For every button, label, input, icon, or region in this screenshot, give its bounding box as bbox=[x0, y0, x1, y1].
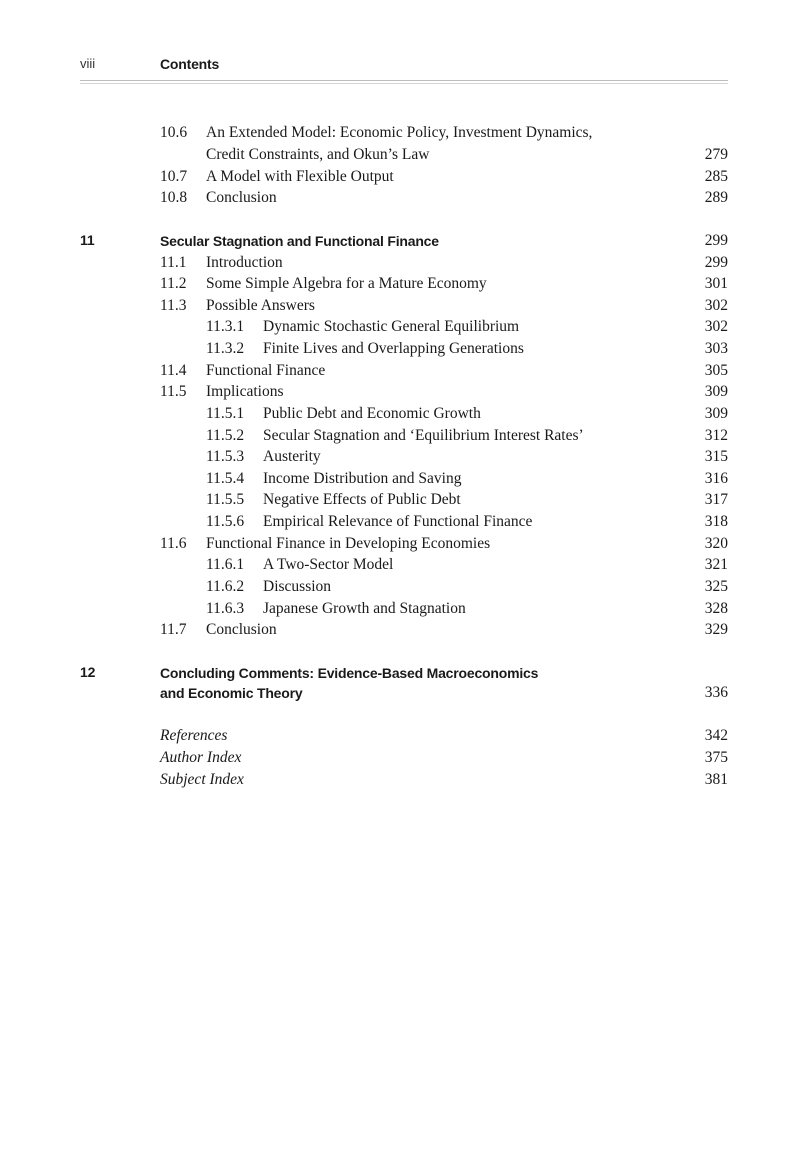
entry-title: Negative Effects of Public Debt bbox=[263, 491, 461, 508]
toc-chapter-entry bbox=[0, 684, 804, 704]
toc-section-entry bbox=[0, 318, 804, 338]
toc-backmatter-entry bbox=[0, 727, 804, 747]
page-number: 320 bbox=[704, 535, 728, 552]
toc-section-entry bbox=[0, 168, 804, 188]
section-number: 11.3.1 bbox=[206, 318, 245, 335]
entry-title: Secular Stagnation and ‘Equilibrium Interest Rates’ bbox=[263, 427, 584, 444]
page-number: 285 bbox=[704, 168, 728, 185]
page-number: 305 bbox=[704, 362, 728, 379]
toc-section-entry bbox=[0, 297, 804, 317]
entry-title: A Two-Sector Model bbox=[263, 556, 394, 573]
entry-title: Finite Lives and Overlapping Generations bbox=[263, 340, 524, 357]
entry-title: Conclusion bbox=[206, 189, 277, 206]
chapter-number: 11 bbox=[80, 232, 95, 248]
page-number: 317 bbox=[704, 491, 728, 508]
page-number: 315 bbox=[704, 448, 728, 465]
section-number: 11.2 bbox=[160, 275, 187, 292]
page-number: 329 bbox=[704, 621, 728, 638]
toc-section-entry bbox=[0, 427, 804, 447]
entry-title: Subject Index bbox=[160, 771, 244, 788]
page-number: 318 bbox=[704, 513, 728, 530]
page-number: 309 bbox=[704, 383, 728, 400]
section-number: 11.5.6 bbox=[206, 513, 245, 530]
section-number: 11.5.5 bbox=[206, 491, 245, 508]
section-number: 11.5.4 bbox=[206, 470, 245, 487]
entry-title: Author Index bbox=[160, 749, 242, 766]
toc-section-entry bbox=[0, 535, 804, 555]
entry-title: Functional Finance in Developing Economies bbox=[206, 535, 491, 552]
toc-section-entry bbox=[0, 470, 804, 490]
page-number: 321 bbox=[704, 556, 728, 573]
toc-section-entry bbox=[0, 254, 804, 274]
section-number: 11.3 bbox=[160, 297, 187, 314]
page-number: 299 bbox=[704, 254, 728, 271]
entry-title: Austerity bbox=[263, 448, 321, 465]
section-number: 11.5.3 bbox=[206, 448, 245, 465]
chapter-number: 12 bbox=[80, 664, 96, 680]
toc-section-entry bbox=[0, 556, 804, 576]
section-number: 11.4 bbox=[160, 362, 187, 379]
page-number: 328 bbox=[704, 600, 728, 617]
section-number: 11.6.3 bbox=[206, 600, 245, 617]
page-number: 303 bbox=[704, 340, 728, 357]
section-number: 11.6.2 bbox=[206, 578, 245, 595]
toc-section-entry bbox=[0, 405, 804, 425]
toc-section-entry bbox=[0, 275, 804, 295]
toc-backmatter-entry bbox=[0, 771, 804, 791]
entry-title: Functional Finance bbox=[206, 362, 326, 379]
section-number: 11.7 bbox=[160, 621, 187, 638]
section-number: 11.3.2 bbox=[206, 340, 245, 357]
toc-section-entry bbox=[0, 513, 804, 533]
toc-section-entry bbox=[0, 578, 804, 598]
entry-title: Japanese Growth and Stagnation bbox=[263, 600, 466, 617]
section-number: 11.6 bbox=[160, 535, 187, 552]
section-number: 10.8 bbox=[160, 189, 188, 206]
page-number: 289 bbox=[704, 189, 728, 206]
entry-title: Income Distribution and Saving bbox=[263, 470, 462, 487]
entry-title: Credit Constraints, and Okun’s Law bbox=[206, 146, 430, 163]
page-number: 342 bbox=[704, 727, 728, 744]
toc-section-entry bbox=[0, 146, 804, 166]
entry-title: Some Simple Algebra for a Mature Economy bbox=[206, 275, 487, 292]
toc-section-entry bbox=[0, 383, 804, 403]
page-number: 299 bbox=[704, 232, 728, 249]
page-number: 316 bbox=[704, 470, 728, 487]
entry-title: A Model with Flexible Output bbox=[206, 168, 394, 185]
page-number: 312 bbox=[704, 427, 728, 444]
toc-section-entry bbox=[0, 600, 804, 620]
toc-section-entry bbox=[0, 340, 804, 360]
page-number: 302 bbox=[704, 318, 728, 335]
entry-title: Discussion bbox=[263, 578, 332, 595]
toc-section-entry bbox=[0, 621, 804, 641]
entry-title: Public Debt and Economic Growth bbox=[263, 405, 481, 422]
entry-title: Dynamic Stochastic General Equilibrium bbox=[263, 318, 520, 335]
page-number: 301 bbox=[704, 275, 728, 292]
toc-section-entry bbox=[0, 362, 804, 382]
page-number: 375 bbox=[704, 749, 728, 766]
section-number: 10.6 bbox=[160, 124, 188, 141]
entry-title: Possible Answers bbox=[206, 297, 315, 314]
toc-section-entry bbox=[0, 124, 804, 144]
page-number: 325 bbox=[704, 578, 728, 595]
entry-title: Empirical Relevance of Functional Finance bbox=[263, 513, 533, 530]
section-number: 11.5.1 bbox=[206, 405, 245, 422]
entry-title: Introduction bbox=[206, 254, 283, 271]
section-number: 10.7 bbox=[160, 168, 188, 185]
toc-backmatter-entry bbox=[0, 749, 804, 769]
entry-title: References bbox=[160, 727, 228, 744]
header-title: Contents bbox=[160, 56, 220, 72]
entry-title: Secular Stagnation and Functional Finance bbox=[160, 233, 439, 249]
page-number: 336 bbox=[704, 684, 728, 701]
toc-section-entry bbox=[0, 448, 804, 468]
section-number: 11.6.1 bbox=[206, 556, 245, 573]
entry-title: and Economic Theory bbox=[160, 685, 303, 701]
header-page-number: viii bbox=[80, 56, 96, 71]
toc-section-entry bbox=[0, 491, 804, 511]
toc-chapter-entry bbox=[0, 664, 804, 684]
toc-section-entry bbox=[0, 189, 804, 209]
section-number: 11.5.2 bbox=[206, 427, 245, 444]
page-number: 302 bbox=[704, 297, 728, 314]
entry-title: Implications bbox=[206, 383, 284, 400]
page-number: 309 bbox=[704, 405, 728, 422]
entry-title: Concluding Comments: Evidence-Based Macroeconomics bbox=[160, 665, 539, 681]
page-number: 279 bbox=[704, 146, 728, 163]
entry-title: Conclusion bbox=[206, 621, 277, 638]
entry-title: An Extended Model: Economic Policy, Investment Dynamics, bbox=[206, 124, 593, 141]
toc-chapter-entry bbox=[0, 232, 804, 252]
section-number: 11.1 bbox=[160, 254, 187, 271]
section-number: 11.5 bbox=[160, 383, 187, 400]
page-number: 381 bbox=[704, 771, 728, 788]
